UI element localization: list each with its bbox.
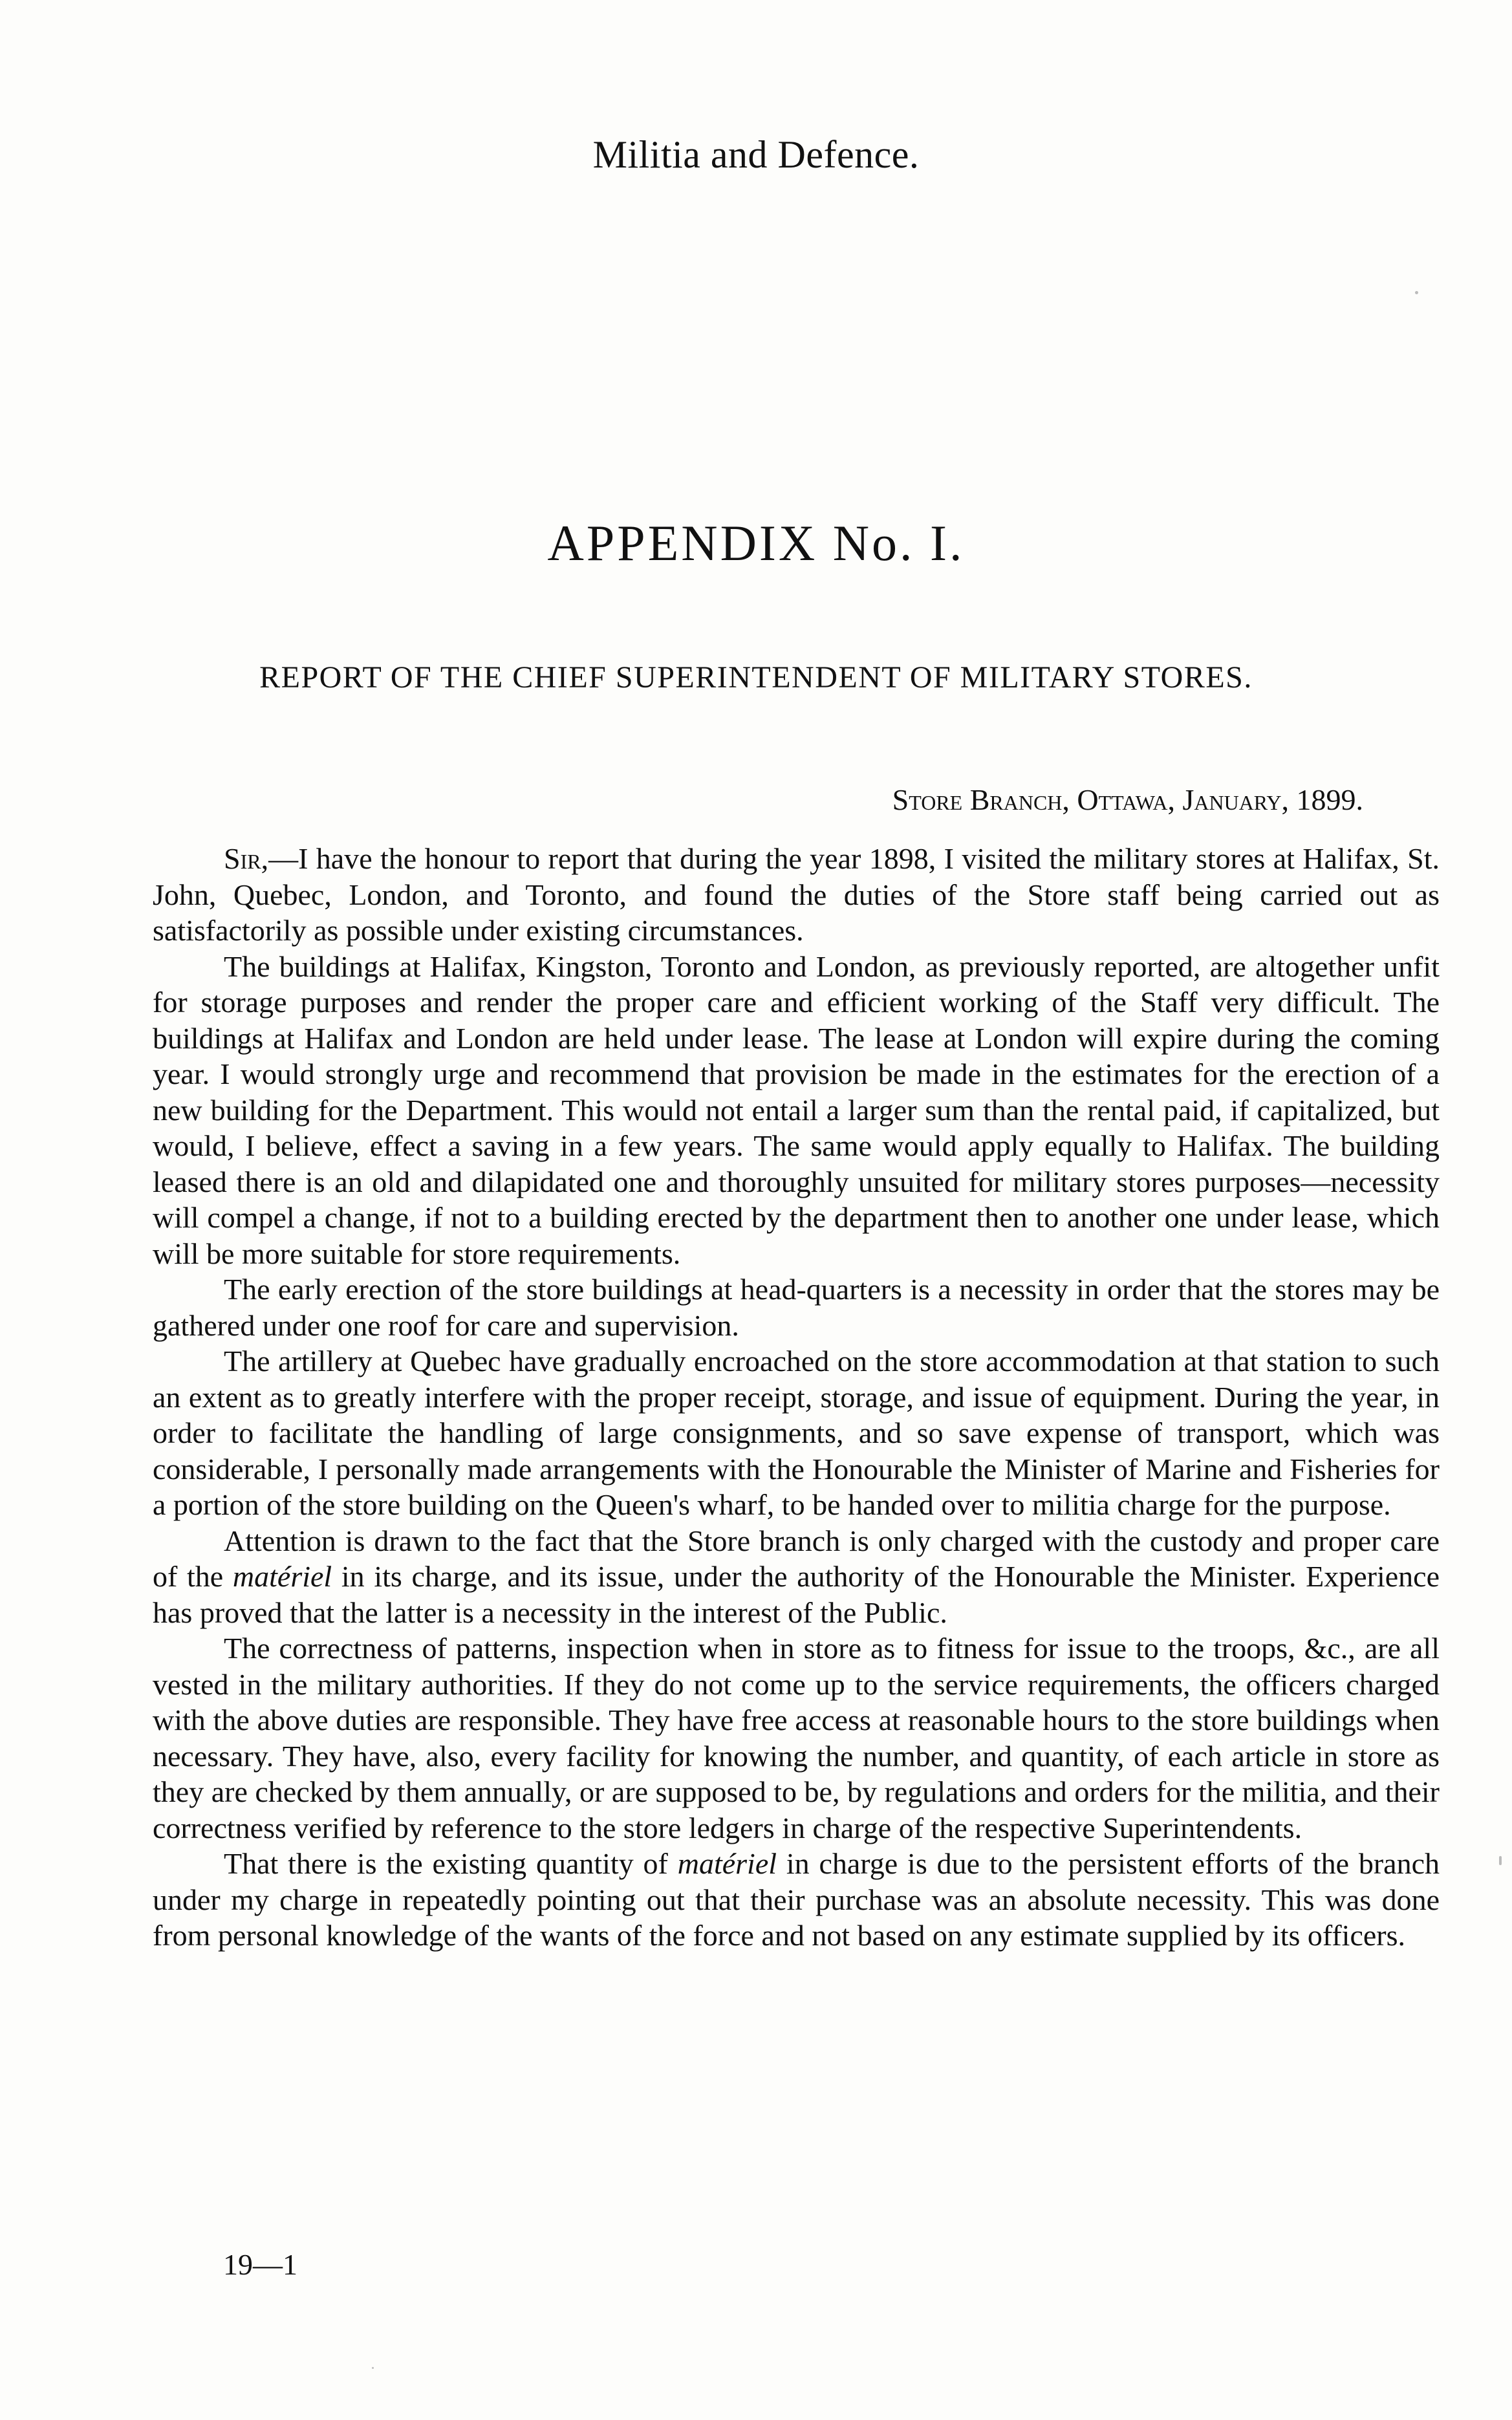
paragraph-3: The early erection of the store buildings at head-quarters is a necessity in order that the stores may be gathered under one roof for care and supervision. — [153, 1273, 1440, 1342]
paragraph-4: The artillery at Quebec have gradually encroached on the store accommodation at that station to such an extent as to greatly interfere with the proper receipt, storage, and issue of equipment. During the year, in order to facilitate the handling of large consignments, and so save expense of transport, which was considerable, I personally made arrangements with the Honourable the Minister of Marine and Fisheries for a portion of the store building on the Queen's wharf, to be handed over to militia charge for the purpose. — [153, 1345, 1440, 1521]
italic-term: matériel — [232, 1560, 332, 1593]
paragraph-2: The buildings at Halifax, Kingston, Toronto and London, as previously reported, are altogether unfit for storage purposes and render the proper care and efficient working of the Staff very difficult. The buildings at Halifax and London are held under lease. The lease at London will expire during the coming year. I would strongly urge and recommend that provision be made in the estimates for the erection of a new building for the Department. This would not entail a larger sum than the rental paid, if capitalized, but would, I believe, effect a saving in a few years. The same would apply equally to Halifax. The building leased there is an old and dilapidated one and thoroughly unsuited for military stores purposes—necessity will compel a change, if not to a building erected by the department then to another one under lease, which will be more suitable for store requirements. — [153, 949, 1440, 1270]
paragraph-1: Sir,—I have the honour to report that during the year 1898, I visited the military stores at Halifax, St. John, Quebec, London, and Toronto, and found the duties of the Store staff being carried out as satisfactorily as possible under existing circumstances. — [153, 842, 1440, 947]
appendix-title: APPENDIX No. I. — [547, 515, 965, 571]
scan-speck — [1499, 1856, 1502, 1865]
paragraph-7: That there is the existing quantity of matériel in charge is due to the persistent efforts of the branch under my charge in repeatedly pointing out that their purchase was an absolute necessity. This was done from personal knowledge of the wants of the force and not based on any estimate supplied by its officers. — [153, 1847, 1440, 1952]
italic-term: matériel — [677, 1847, 777, 1880]
paragraph-6: The correctness of patterns, inspection when in store as to fitness for issue to the troops, &c., are all vested in the military authorities. If they do not come up to the service requirements, the officers charged with the above duties are responsible. They have free access at reasonable hours to the store buildings when necessary. They have, also, every facility for knowing the number, and quantity, of each article in store as they are checked by them annually, or are supposed to be, by regulations and orders for the militia, and their correctness verified by reference to the store ledgers in charge of the respective Superintendents. — [153, 1632, 1440, 1844]
salutation: Sir, — [224, 842, 269, 875]
dateline: Store Branch, Ottawa, January, 1899. — [892, 783, 1363, 816]
report-title: REPORT OF THE CHIEF SUPERINTENDENT OF MILITARY STORES. — [259, 660, 1253, 695]
scan-speck — [1415, 291, 1418, 294]
signature-mark: 19—1 — [223, 2248, 297, 2281]
paragraph-5: Attention is drawn to the fact that the Store branch is only charged with the custody and proper care of the matériel in its charge, and its issue, under the authority of the Honourable the Minister. Experience has proved that the latter is a necessity in the interest of the Public. — [153, 1524, 1440, 1629]
report-body — [153, 841, 1440, 1954]
scan-speck — [372, 2367, 374, 2369]
running-head: Militia and Defence. — [592, 133, 920, 176]
